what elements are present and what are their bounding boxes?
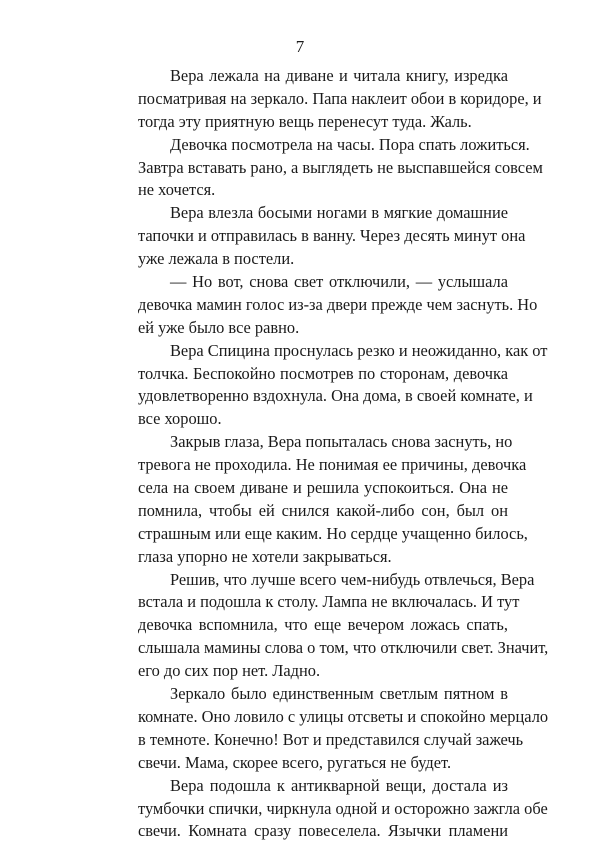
text-line: ей уже было все равно. bbox=[138, 317, 300, 337]
text-line: тумбочки спички, чиркнула одной и осторожно зажгла обе bbox=[138, 798, 548, 818]
text-line: тогда эту приятную вещь перенесут туда. Жаль. bbox=[138, 111, 472, 131]
text-line: помнила, чтобы ей снился какой-либо сон, был он bbox=[138, 500, 508, 520]
text-line: свечи. Мама, скорее всего, ругаться не будет. bbox=[138, 752, 452, 772]
text-line: в темноте. Конечно! Вот и представился случай зажечь bbox=[138, 729, 524, 749]
text-line: встала и подошла к столу. Лампа не включалась. И тут bbox=[138, 592, 520, 612]
text-line: все хорошо. bbox=[138, 409, 222, 429]
text-line: девочка мамин голос из-за двери прежде чем заснуть. Но bbox=[138, 294, 538, 314]
text-line: тапочки и отправилась в ванну. Через десять минут она bbox=[138, 226, 526, 246]
text-line: Завтра вставать рано, а выглядеть не выспавшейся совсем bbox=[138, 157, 543, 177]
text-line: его до сих пор нет. Ладно. bbox=[138, 661, 321, 681]
text-body bbox=[106, 65, 549, 843]
text-line: села на своем диване и решила успокоиться. Она не bbox=[138, 478, 508, 498]
text-line: Вера подошла к антикварной вещи, достала из bbox=[170, 775, 508, 795]
paragraph bbox=[106, 340, 548, 432]
text-line: Закрыв глаза, Вера попыталась снова заснуть, но bbox=[170, 432, 513, 452]
text-line: Вера Спицина проснулась резко и неожиданно, как от bbox=[170, 340, 548, 360]
paragraph bbox=[106, 775, 548, 843]
paragraph bbox=[106, 65, 542, 134]
paragraph bbox=[106, 202, 526, 271]
paragraph bbox=[106, 134, 543, 203]
text-line: — Но вот, снова свет отключили, — услышала bbox=[170, 272, 508, 292]
text-line: не хочется. bbox=[138, 180, 216, 200]
paragraph bbox=[106, 431, 528, 568]
text-line: страшным или еще каким. Но сердце учащенно билось, bbox=[138, 523, 528, 543]
text-line: посматривая на зеркало. Папа наклеит обои в коридоре, и bbox=[138, 88, 542, 108]
text-line: слышала мамины слова о том, что отключили свет. Значит, bbox=[138, 638, 549, 658]
text-line: Вера лежала на диване и читала книгу, изредка bbox=[170, 66, 508, 85]
text-line: комнате. Оно ловило с улицы отсветы и спокойно мерцало bbox=[138, 706, 549, 726]
paragraph bbox=[106, 271, 538, 340]
text-line: Девочка посмотрела на часы. Пора спать ложиться. bbox=[170, 134, 530, 154]
text-line: свечи. Комната сразу повеселела. Язычки пламени bbox=[138, 821, 508, 841]
paragraph bbox=[106, 683, 549, 775]
text-line: тревога не проходила. Не понимая ее причины, девочка bbox=[138, 455, 527, 475]
text-line: толчка. Беспокойно посмотрев по сторонам, девочка bbox=[138, 363, 508, 383]
paragraph bbox=[106, 569, 549, 683]
text-line: Решив, что лучше всего чем-нибудь отвлечься, Вера bbox=[170, 569, 535, 589]
text-line: глаза упорно не хотели закрываться. bbox=[138, 546, 392, 566]
page-number: 7 bbox=[295, 37, 305, 56]
text-line: Вера влезла босыми ногами в мягкие домашние bbox=[170, 203, 508, 223]
text-line: удовлетворенно вздохнула. Она дома, в своей комнате, и bbox=[138, 386, 533, 406]
text-line: уже лежала в постели. bbox=[138, 249, 295, 269]
text-line: девочка вспомнила, что еще вечером ложась спать, bbox=[138, 615, 508, 635]
text-line: Зеркало было единственным светлым пятном в bbox=[170, 684, 508, 704]
